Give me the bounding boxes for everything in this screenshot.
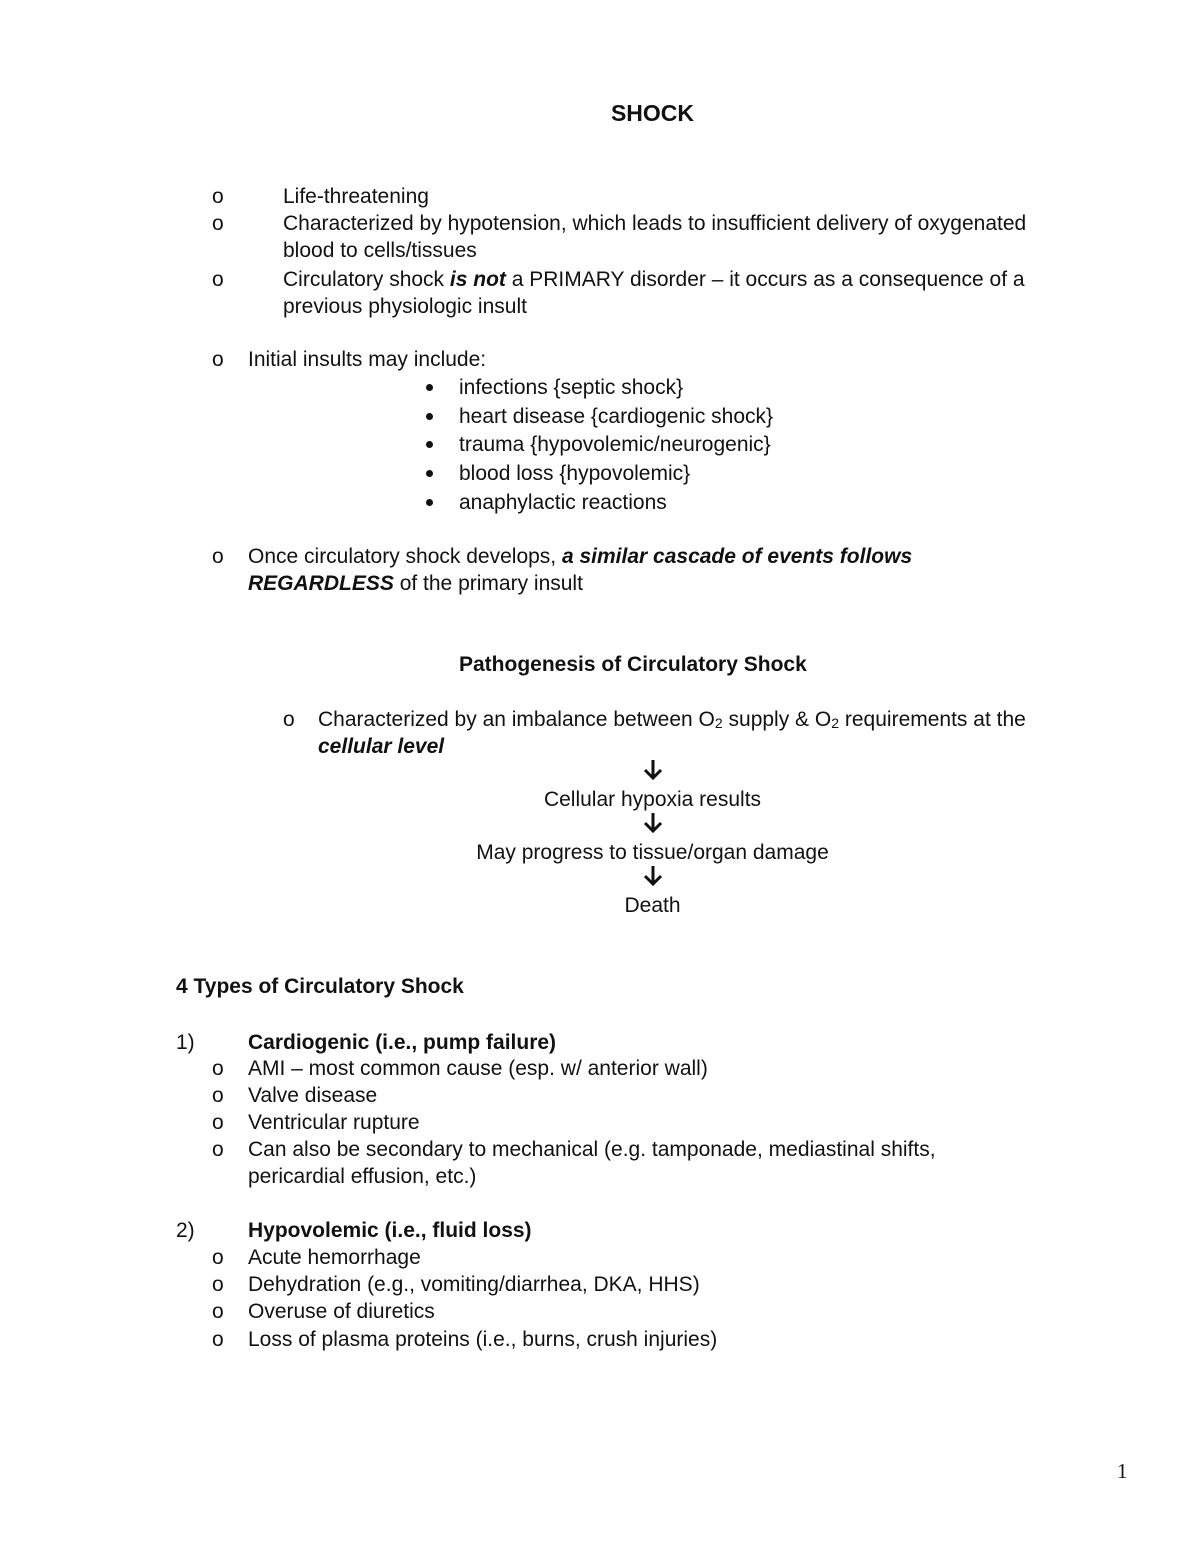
type1-item-1: AMI – most common cause (esp. w/ anterior wall) xyxy=(248,1057,708,1080)
list-marker: o xyxy=(212,1057,224,1080)
list-marker: o xyxy=(212,1246,224,1269)
list-marker: o xyxy=(212,1300,224,1323)
list-marker: o xyxy=(212,348,224,371)
type2-item-3: Overuse of diuretics xyxy=(248,1300,435,1323)
type-name-2: Hypovolemic (i.e., fluid loss) xyxy=(248,1219,532,1242)
list-marker: o xyxy=(212,185,224,208)
insult-item-2: heart disease {cardiogenic shock} xyxy=(459,405,774,428)
intro-item-3-emph: is not xyxy=(449,268,506,291)
pathogenesis-heading: Pathogenesis of Circulatory Shock xyxy=(459,653,807,676)
insults-heading: Initial insults may include: xyxy=(248,348,487,371)
list-marker: o xyxy=(212,1111,224,1134)
type-name-1: Cardiogenic (i.e., pump failure) xyxy=(248,1031,557,1054)
subscript-2: 2 xyxy=(714,715,723,731)
type2-item-4: Loss of plasma proteins (i.e., burns, crush injuries) xyxy=(248,1328,718,1351)
type1-item-2: Valve disease xyxy=(248,1084,378,1107)
insult-item-1: infections {septic shock} xyxy=(459,376,684,399)
type1-item-4-cont: pericardial effusion, etc.) xyxy=(248,1165,477,1188)
down-arrow-icon xyxy=(643,865,663,887)
bullet-icon xyxy=(426,413,433,420)
type-number-1: 1) xyxy=(176,1031,195,1054)
insult-item-3: trauma {hypovolemic/neurogenic} xyxy=(459,433,771,456)
type1-item-3: Ventricular rupture xyxy=(248,1111,420,1134)
flow-step-1: Cellular hypoxia results xyxy=(543,788,762,811)
intro-item-3-a: Circulatory shock xyxy=(283,268,450,291)
cascade-line-2 xyxy=(248,570,583,597)
page-title: SHOCK xyxy=(610,100,695,126)
type2-item-2: Dehydration (e.g., vomiting/diarrhea, DKA, HHS) xyxy=(248,1273,700,1296)
list-marker: o xyxy=(212,1273,224,1296)
bullet-icon xyxy=(426,499,433,506)
list-marker: o xyxy=(212,545,224,568)
down-arrow-icon xyxy=(643,812,663,834)
insult-item-5: anaphylactic reactions xyxy=(459,491,667,514)
cascade-pre: Once circulatory shock develops, xyxy=(248,545,562,568)
list-marker: o xyxy=(283,708,295,731)
intro-item-2-cont: blood to cells/tissues xyxy=(283,239,477,262)
list-marker: o xyxy=(212,212,224,235)
cascade-line-1 xyxy=(248,543,912,570)
cascade-emph: a similar cascade of events follows xyxy=(561,545,913,568)
path-text-b: supply & O xyxy=(722,708,832,731)
bullet-icon xyxy=(426,441,433,448)
list-marker: o xyxy=(212,1328,224,1351)
type1-item-4: Can also be secondary to mechanical (e.g. tamponade, mediastinal shifts, xyxy=(248,1138,936,1161)
type-number-2: 2) xyxy=(176,1219,195,1242)
type2-item-1: Acute hemorrhage xyxy=(248,1246,421,1269)
bullet-icon xyxy=(426,384,433,391)
types-heading: 4 Types of Circulatory Shock xyxy=(176,975,464,998)
intro-item-3-b: a PRIMARY disorder – it occurs as a consequence of a xyxy=(505,268,1025,291)
pathogenesis-line-2: cellular level xyxy=(318,735,445,758)
insult-item-4: blood loss {hypovolemic} xyxy=(459,462,691,485)
path-text-a: Characterized by an imbalance between O xyxy=(318,708,715,731)
intro-item-3 xyxy=(283,266,1025,293)
intro-item-1: Life-threatening xyxy=(283,185,429,208)
intro-item-2: Characterized by hypotension, which leads to insufficient delivery of oxygenated xyxy=(283,212,1027,235)
cascade-emph2: REGARDLESS xyxy=(248,572,394,595)
bullet-icon xyxy=(426,470,433,477)
subscript-2: 2 xyxy=(831,715,840,731)
list-marker: o xyxy=(212,1138,224,1161)
down-arrow-icon xyxy=(643,759,663,781)
path-text-c: requirements at the xyxy=(839,708,1026,731)
list-marker: o xyxy=(212,268,224,291)
list-marker: o xyxy=(212,1084,224,1107)
page-number: 1 xyxy=(1117,1459,1128,1483)
cascade-post: of the primary insult xyxy=(393,572,583,595)
intro-item-3-cont: previous physiologic insult xyxy=(283,295,527,318)
flow-step-3: Death xyxy=(624,894,681,917)
flow-step-2: May progress to tissue/organ damage xyxy=(476,841,829,864)
